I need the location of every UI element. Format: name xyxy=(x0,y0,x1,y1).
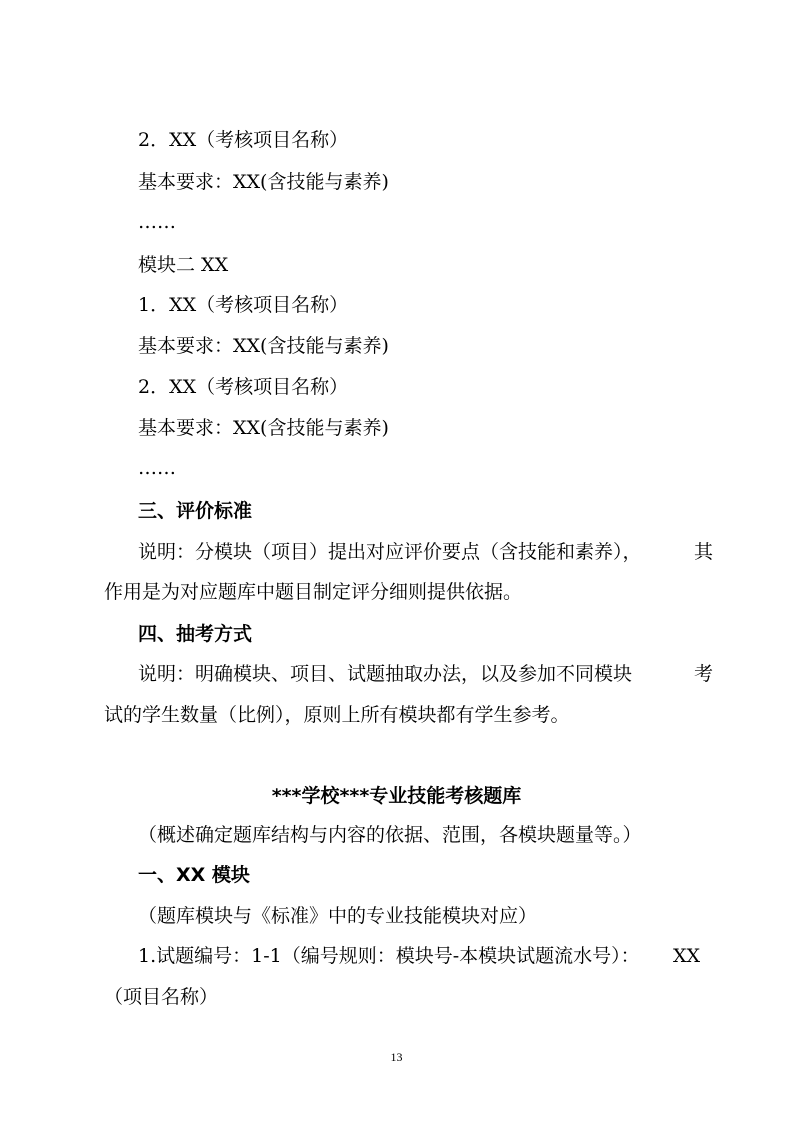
module-two-item2-requirement: 基本要求：XX(含技能与素养) xyxy=(138,417,389,439)
section-sampling-desc-part-a: 说明：明确模块、项目、试题抽取办法，以及参加不同模块 xyxy=(138,663,633,685)
section-sampling-desc-part-b: 考 xyxy=(693,663,713,685)
module-two-heading: 模块二 XX xyxy=(138,254,229,276)
question-bank-item-part-a: 1.试题编号：1-1（编号规则：模块号-本模块试题流水号）： xyxy=(138,945,640,967)
section-sampling-desc-line1 xyxy=(138,662,713,686)
page-number: 13 xyxy=(390,1050,403,1064)
item2-title: 2．XX（考核项目名称） xyxy=(138,129,349,151)
ellipsis: …… xyxy=(138,211,176,233)
ellipsis: …… xyxy=(138,457,176,479)
question-bank-item-line1 xyxy=(138,944,700,968)
question-bank-title: ***学校***专业技能考核题库 xyxy=(271,785,522,807)
module-two-item2-title: 2．XX（考核项目名称） xyxy=(138,376,349,398)
section-evaluation-desc-part-b: 其 xyxy=(693,541,713,563)
question-bank-overview: （概述确定题库结构与内容的依据、范围，各模块题量等。） xyxy=(138,824,642,846)
module-two-item1-requirement: 基本要求：XX(含技能与素养) xyxy=(138,335,389,357)
question-bank-item-part-b: XX xyxy=(672,945,700,967)
section-sampling-desc-line2: 试的学生数量（比例），原则上所有模块都有学生参考。 xyxy=(104,704,570,726)
question-bank-module-heading: 一、XX 模块 xyxy=(138,864,250,886)
section-evaluation-desc-line2: 作用是为对应题库中题目制定评分细则提供依据。 xyxy=(104,581,523,603)
section-evaluation-heading: 三、评价标准 xyxy=(138,500,253,522)
section-evaluation-desc-line1 xyxy=(138,540,713,564)
section-sampling-heading: 四、抽考方式 xyxy=(138,623,253,645)
section-evaluation-desc-part-a: 说明：分模块（项目）提出对应评价要点（含技能和素养）， xyxy=(138,541,642,563)
question-bank-module-note: （题库模块与《标准》中的专业技能模块对应） xyxy=(138,905,538,927)
question-bank-item-line2: （项目名称） xyxy=(104,986,219,1008)
module-two-item1-title: 1．XX（考核项目名称） xyxy=(138,294,349,316)
item2-requirement: 基本要求：XX(含技能与素养) xyxy=(138,171,389,193)
